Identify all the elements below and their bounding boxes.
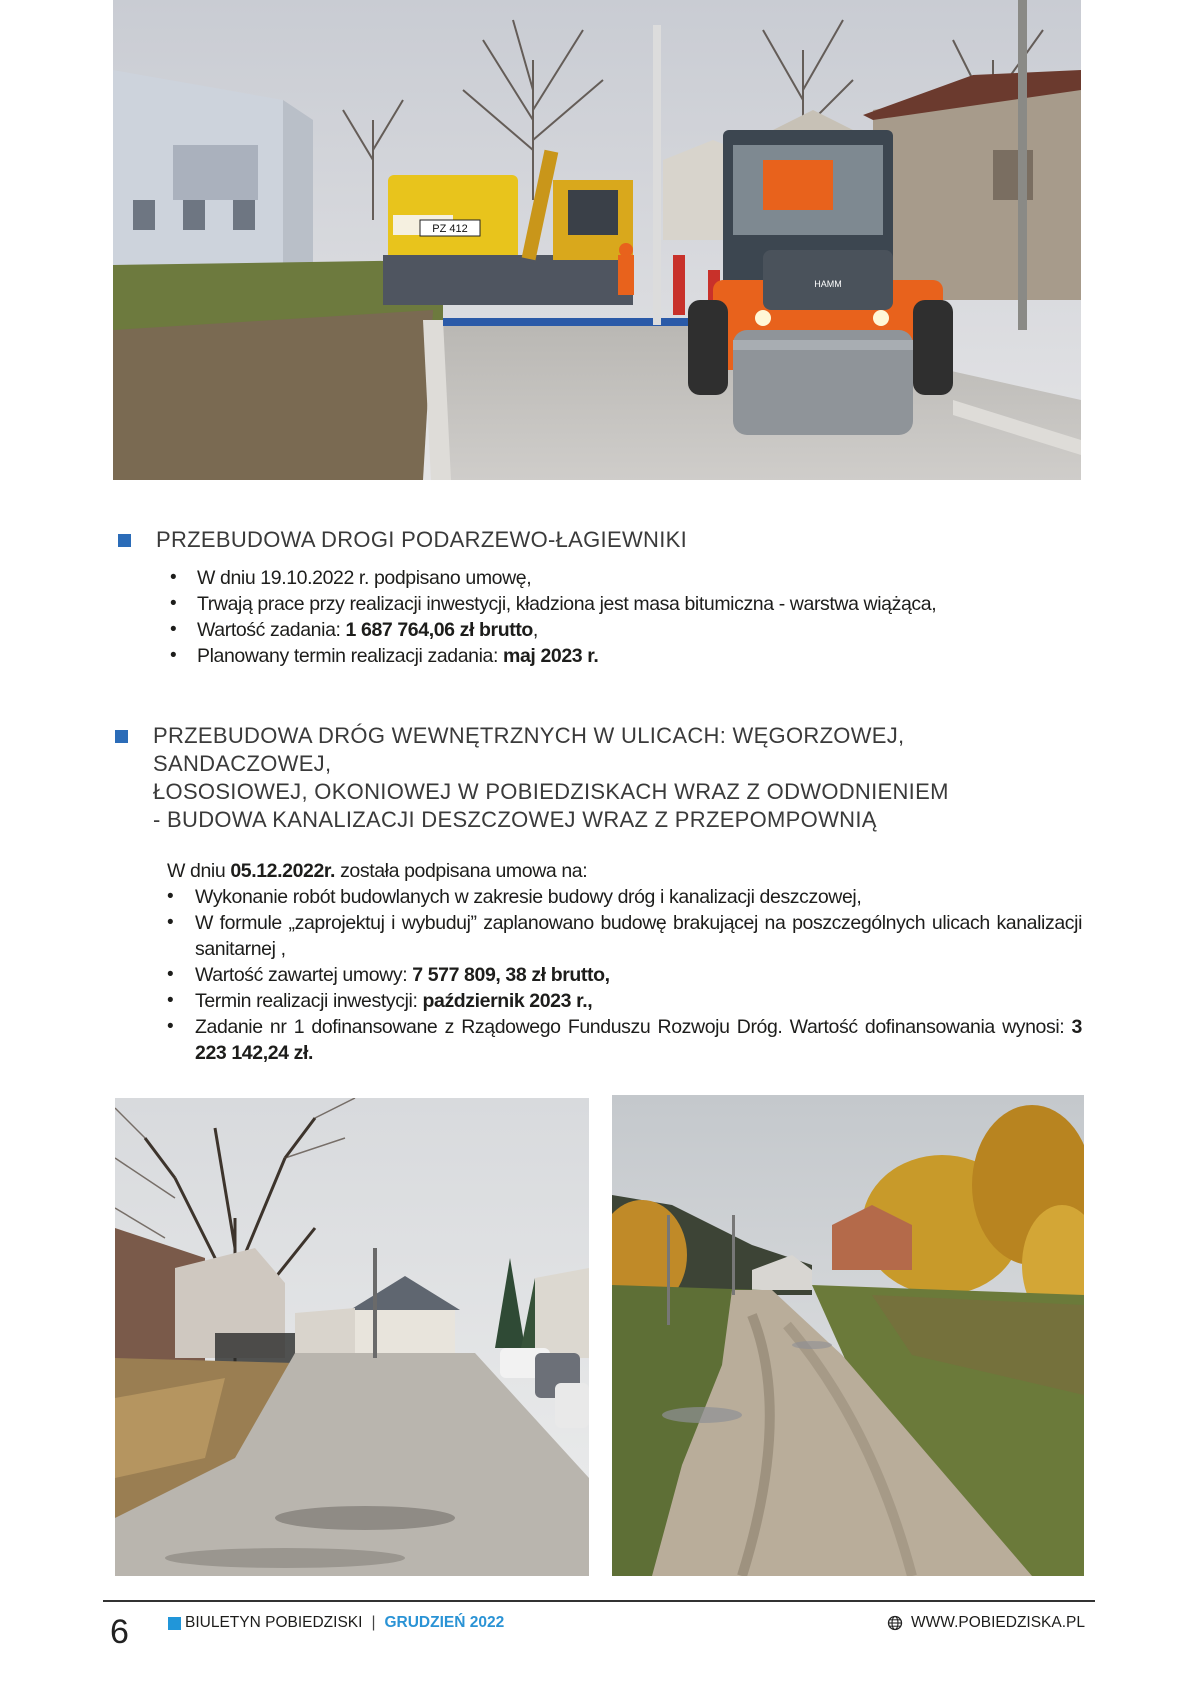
list-item: • Wartość zawartej umowy: 7 577 809, 38 zł brutto, <box>165 962 1082 988</box>
list-item: • Wartość zadania: 1 687 764,06 zł brutto, <box>168 617 1078 643</box>
website-link[interactable]: WWW.POBIEDZISKA.PL <box>911 1614 1085 1631</box>
globe-icon <box>887 1615 903 1631</box>
section-title-line: ŁOSOSIOWEJ, OKONIOWEJ W POBIEDZISKACH WRAZ Z ODWODNIENIEM <box>153 779 949 804</box>
section-podarzewo <box>118 526 1078 669</box>
list-item: • Zadanie nr 1 dofinansowane z Rządowego Funduszu Rozwoju Dróg. Wartość dofinansowania wynosi: 3 223 142,24 zł. <box>165 1014 1082 1066</box>
list-item: • W dniu 19.10.2022 r. podpisano umowę, <box>168 565 1078 591</box>
list-item: • Wykonanie robót budowlanych w zakresie budowy dróg i kanalizacji deszczowej, <box>165 884 1082 910</box>
section-internal-roads <box>115 722 1085 1066</box>
footer-publication <box>168 1613 504 1633</box>
issue-month: GRUDZIEŃ 2022 <box>384 1614 505 1631</box>
section-heading <box>115 722 1085 834</box>
roller-brand: HAMM <box>814 279 842 289</box>
page-number: 6 <box>110 1613 129 1651</box>
planned-date: maj 2023 r. <box>503 645 599 667</box>
list-item: • Planowany termin realizacji zadania: maj 2023 r. <box>168 643 1078 669</box>
bullet-square-icon <box>115 730 128 743</box>
intro-paragraph: W dniu 05.12.2022r. została podpisana umowa na: <box>167 860 588 882</box>
list-item: • W formule „zaprojektuj i wybuduj” zaplanowano budowę brakującej na poszczególnych ulicach kanalizacji sanitarnej , <box>165 910 1082 962</box>
section-title: PRZEBUDOWA DROGI PODARZEWO-ŁAGIEWNIKI <box>156 527 687 552</box>
bullet-square-icon <box>118 534 131 547</box>
contract-value: 7 577 809, 38 zł brutto, <box>412 964 610 986</box>
photo-street-houses <box>115 1098 589 1576</box>
deadline: październik 2023 r., <box>422 990 593 1012</box>
photo-dirt-road <box>612 1095 1084 1576</box>
bullet-list <box>165 884 1082 1066</box>
footer-divider <box>103 1600 1095 1602</box>
photo-road-construction <box>113 0 1081 480</box>
truck-plate: PZ 412 <box>432 223 468 235</box>
funding-value: 3 223 142,24 zł. <box>195 1016 1082 1064</box>
signing-date: 05.12.2022r. <box>230 860 336 882</box>
brand-square-icon <box>168 1617 181 1630</box>
section-title-line: - BUDOWA KANALIZACJI DESZCZOWEJ WRAZ Z PRZEPOMPOWNIĄ <box>153 807 877 832</box>
contract-value: 1 687 764,06 zł brutto <box>345 619 533 641</box>
footer-website[interactable] <box>887 1613 1085 1633</box>
section-title-line: PRZEBUDOWA DRÓG WEWNĘTRZNYCH W ULICACH: WĘGORZOWEJ, SANDACZOWEJ, <box>153 723 905 776</box>
section-heading <box>118 526 1078 554</box>
footer-separator: | <box>371 1614 376 1631</box>
bullet-list <box>168 565 1078 669</box>
list-item: • Termin realizacji inwestycji: październik 2023 r., <box>165 988 1082 1014</box>
list-item: • Trwają prace przy realizacji inwestycji, kładziona jest masa bitumiczna - warstwa wiążąca, <box>168 591 1078 617</box>
publication-name: BIULETYN POBIEDZISKI <box>185 1614 363 1631</box>
